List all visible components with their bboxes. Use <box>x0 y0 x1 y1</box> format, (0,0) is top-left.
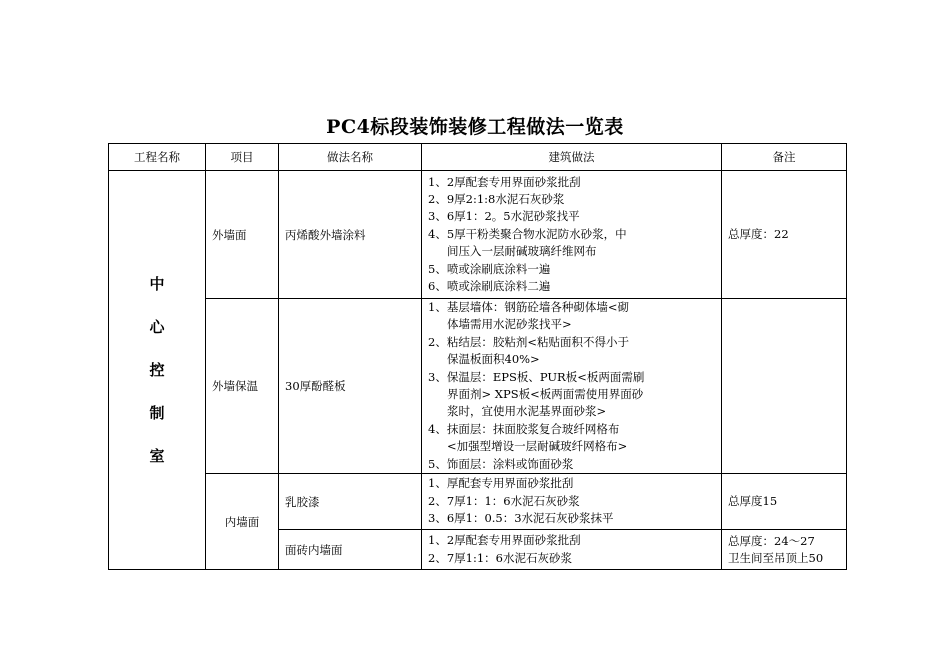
method-name-cell: 30厚酚醛板 <box>279 299 422 474</box>
construction-steps-cell <box>422 530 722 570</box>
step-line: 4、5厚干粉类聚合物水泥防水砂浆，中 间压入一层耐碱玻璃纤维网布 <box>428 226 627 259</box>
step-line: 1、2厚配套专用界面砂浆批刮 <box>428 533 581 548</box>
step-line: 6、喷或涂刷底涂料二遍 <box>428 279 551 294</box>
step-line: 3、6厚1：0.5：3水泥石灰砂浆抹平 <box>428 511 614 526</box>
remarks-cell: 总厚度：22 <box>722 171 847 299</box>
step-line: 2、粘结层：胶粘剂<粘贴面积不得小于 保温板面积40%> <box>428 334 629 367</box>
construction-steps-cell <box>422 299 722 474</box>
table-row <box>109 171 847 299</box>
header-project-name: 工程名称 <box>109 144 206 171</box>
construction-steps-cell <box>422 474 722 530</box>
project-name-char: 制 <box>149 403 165 422</box>
table-header-row <box>109 144 847 171</box>
step-line: 3、6厚1：2。5水泥砂浆找平 <box>428 209 580 224</box>
step-line: 2、7厚1:1：6水泥石灰砂浆 <box>428 550 572 565</box>
remarks-cell: 总厚度：24～27 卫生间至吊顶上50 <box>722 530 847 570</box>
step-line: 5、饰面层：涂料或饰面砂浆 <box>428 456 574 471</box>
item-cell: 内墙面 <box>206 474 279 570</box>
step-line: 2、7厚1：1：6水泥石灰砂浆 <box>428 493 580 508</box>
step-line: 2、9厚2:1:8水泥石灰砂浆 <box>428 191 565 206</box>
header-method-name: 做法名称 <box>279 144 422 171</box>
table-row <box>109 299 847 474</box>
step-line: 5、喷或涂刷底涂料一遍 <box>428 261 551 276</box>
item-cell: 外墙面 <box>206 171 279 299</box>
project-name-char: 控 <box>149 360 165 379</box>
project-name-char: 室 <box>149 446 165 465</box>
table-row <box>109 474 847 530</box>
project-name-cell <box>109 171 206 570</box>
construction-steps-cell <box>422 171 722 299</box>
project-name-char: 中 <box>149 274 165 293</box>
remarks-cell <box>722 299 847 474</box>
step-line: 3、保温层：EPS板、PUR板<板两面需刷 界面剂> XPS板<板两面需使用界面砂 浆时，宜使用水泥基界面砂浆> <box>428 369 645 419</box>
step-line: 4、抹面层：抹面胶浆复合玻纤网格布 <加强型增设一层耐碱玻纤网格布> <box>428 421 628 454</box>
step-line: 1、厚配套专用界面砂浆批刮 <box>428 476 574 491</box>
step-line: 1、2厚配套专用界面砂浆批刮 <box>428 174 581 189</box>
method-name-cell: 面砖内墙面 <box>279 530 422 570</box>
step-line: 1、基层墙体：钢筋砼墙各种砌体墙<砌 体墙需用水泥砂浆找平> <box>428 300 629 332</box>
method-name-cell: 丙烯酸外墙涂料 <box>279 171 422 299</box>
page-title: PC4标段装饰装修工程做法一览表 <box>326 116 624 138</box>
header-construction-method: 建筑做法 <box>422 144 722 171</box>
construction-methods-table <box>108 143 847 570</box>
method-name-cell: 乳胶漆 <box>279 474 422 530</box>
remarks-cell: 总厚度15 <box>722 474 847 530</box>
header-remarks: 备注 <box>722 144 847 171</box>
header-item: 项目 <box>206 144 279 171</box>
project-name-char: 心 <box>149 317 165 336</box>
item-cell: 外墙保温 <box>206 299 279 474</box>
